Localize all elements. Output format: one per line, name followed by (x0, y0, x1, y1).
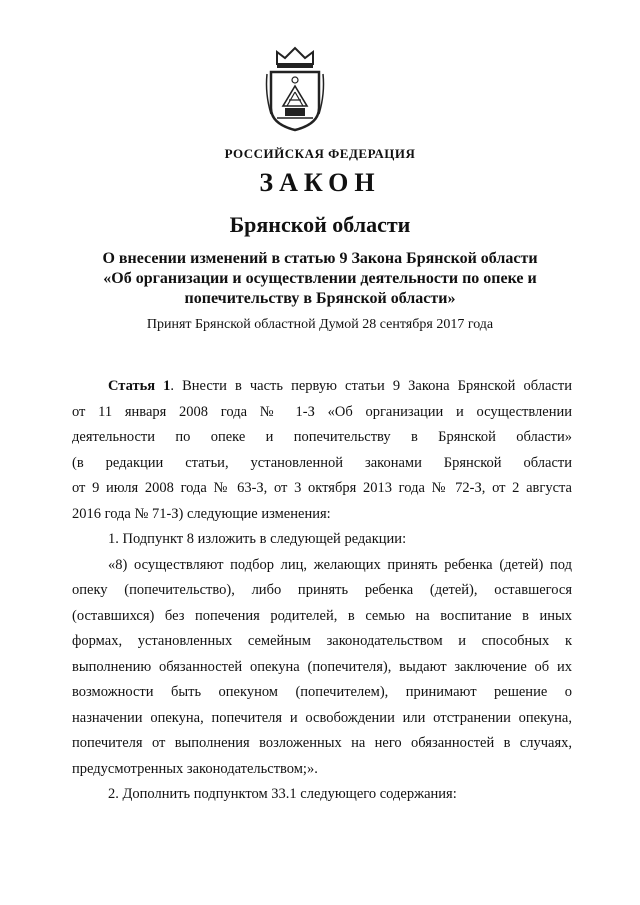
paragraph-line (72, 374, 572, 400)
paragraph-line: (в редакции статьи, установленной законами Брянской области (72, 454, 572, 471)
paragraph-line: предусмотренных законодательством;». (72, 760, 318, 777)
paragraph-line: (оставшихся) без попечения родителей, в семью на воспитание в иных (72, 607, 572, 624)
paragraph-line: 2016 года № 71-З) следующие изменения: (72, 505, 331, 522)
country-heading: РОССИЙСКАЯ ФЕДЕРАЦИЯ (224, 146, 416, 161)
paragraph-line: выполнению обязанностей опекуна (попечителя), выдают заключение об их (72, 658, 572, 675)
subject-line: «Об организации и осуществлении деятельности по опеке и (103, 270, 537, 287)
paragraph-line: «8) осуществляют подбор лиц, желающих принять ребенка (детей) под (108, 556, 572, 573)
subject-line: О внесении изменений в статью 9 Закона Брянской области (102, 250, 538, 267)
adoption-note: Принят Брянской областной Думой 28 сентября 2017 года (146, 317, 494, 332)
paragraph-line: от 9 июля 2008 года № 63-З, от 3 октября 2013 года № 72-З, от 2 августа (72, 480, 572, 496)
article-intro: . Внести в часть первую статьи 9 Закона Брянской области (170, 378, 572, 394)
paragraph-line: попечителя от выполнения возложенных на него обязанностей в случаях, (72, 735, 572, 751)
paragraph-line: формах, установленных семейным законодательством и способных к (72, 633, 572, 649)
paragraph-line: деятельности по опеке и попечительству в Брянской области» (72, 429, 572, 445)
article-label: Статья 1 (108, 378, 171, 394)
paragraph-line: 2. Дополнить подпунктом 33.1 следующего содержания: (108, 786, 457, 802)
subject-line: попечительству в Брянской области» (184, 290, 456, 307)
document-type-title: ЗАКОН (259, 168, 381, 197)
paragraph-line: опеку (попечительство), либо принять ребенка (детей), оставшегося (72, 582, 572, 598)
paragraph-line: возможности быть опекуном (попечителем), принимают решение о (72, 684, 572, 700)
paragraph-line: назначении опекуна, попечителя и освобождении или отстранении опекуна, (72, 709, 572, 726)
law-subject (60, 249, 580, 309)
paragraph-line: 1. Подпункт 8 изложить в следующей редакции: (108, 531, 407, 547)
bryansk-coat-of-arms-emblem (263, 44, 327, 132)
region-title: Брянской области (229, 212, 411, 237)
article-body (72, 374, 572, 808)
paragraph-line: от 11 января 2008 года № 1-З «Об организации и осуществлении (72, 403, 572, 420)
